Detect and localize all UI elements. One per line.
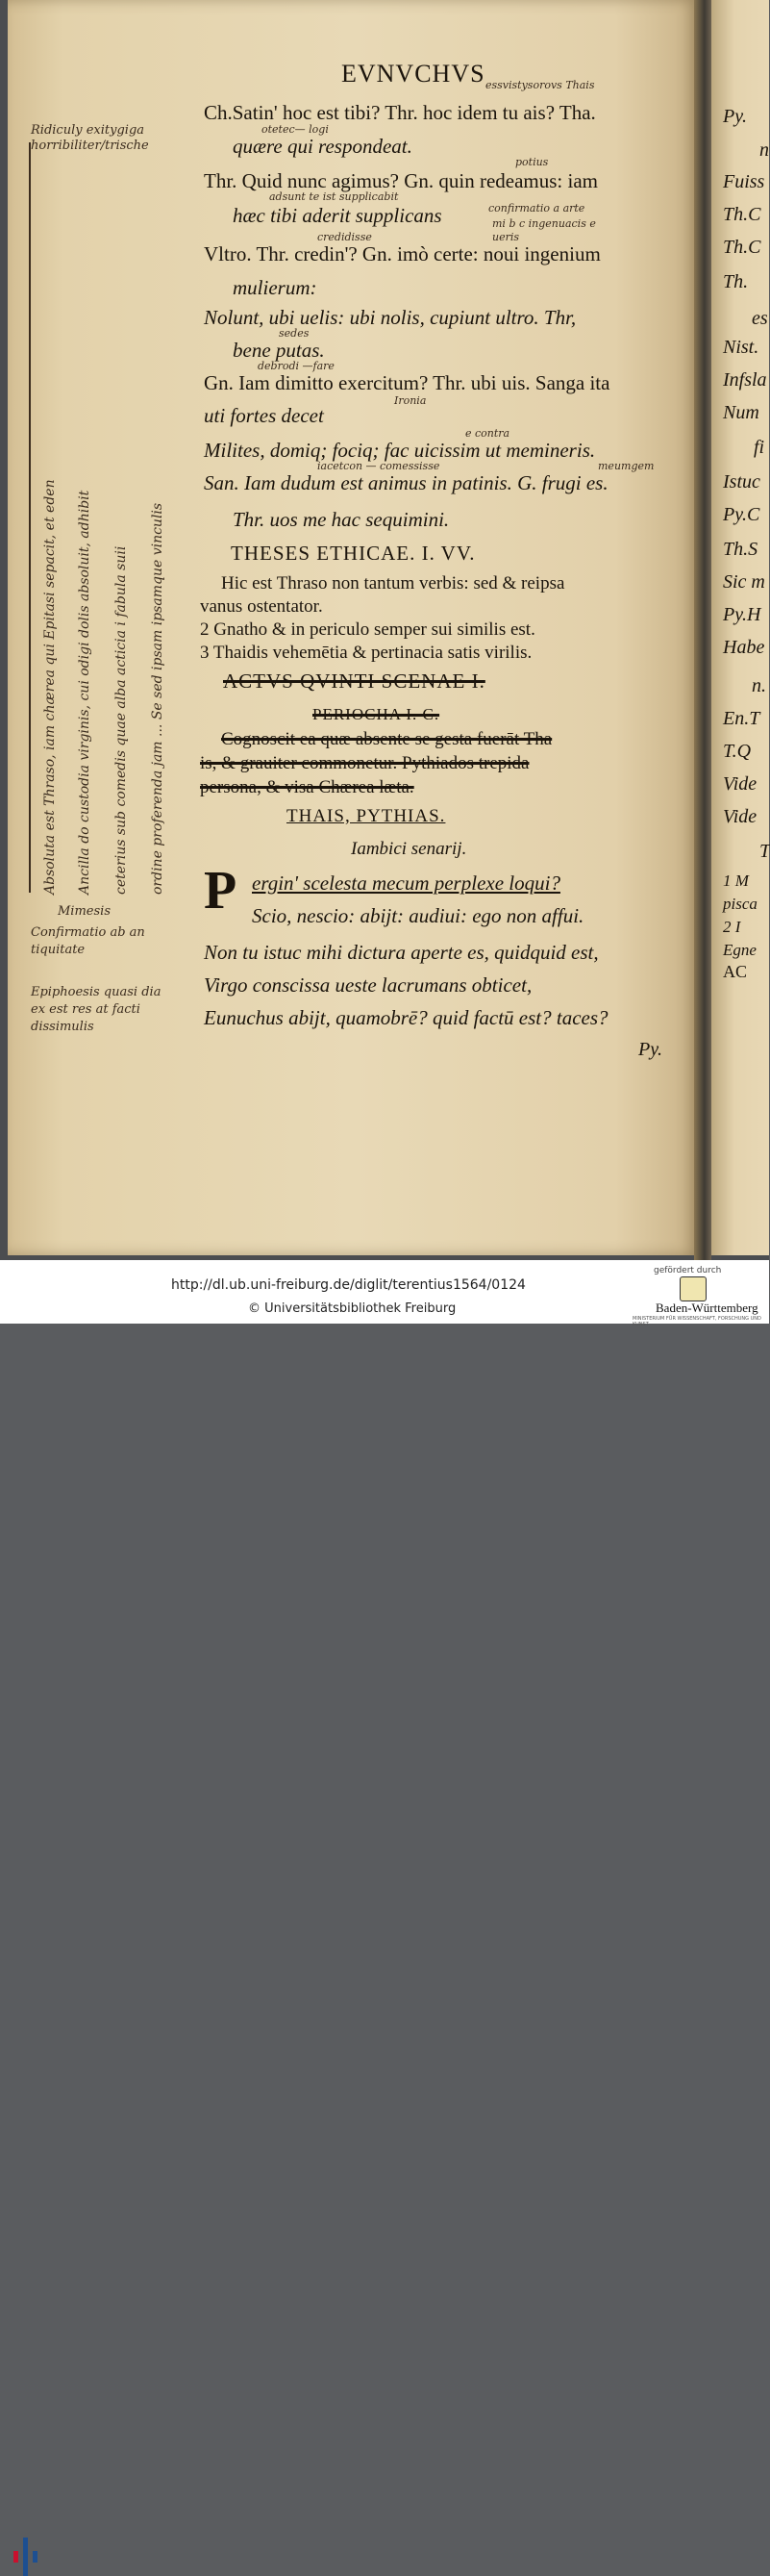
right-page-text: es xyxy=(752,308,768,329)
right-page-text: AC xyxy=(723,962,748,981)
book-gutter xyxy=(694,0,711,1260)
right-page-text: Py. xyxy=(723,106,747,127)
text-line: San. Iam dudum est animus in patinis. G. frugi es. xyxy=(204,471,609,494)
permalink-url[interactable]: http://dl.ub.uni-freiburg.de/diglit/terentius1564/0124 xyxy=(171,1277,526,1293)
right-page-text: 2 I xyxy=(723,918,741,936)
marginal-note: Epiphoesis quasi dia xyxy=(31,985,161,999)
marginal-note: Confirmatio ab an xyxy=(31,925,145,940)
theses-line: 3 Thaidis vehemētia & pertinacia satis virilis. xyxy=(200,643,533,663)
text-line: Gn. Iam dimitto exercitum? Thr. ubi uis. Sanga ita xyxy=(204,371,610,394)
copyright-notice: © Universitätsbibliothek Freiburg xyxy=(248,1301,457,1316)
text-line: Nolunt, ubi uelis: ubi nolis, cupiunt ultro. Thr, xyxy=(204,306,577,329)
text-line: mulierum: xyxy=(233,276,317,299)
periocha-title: PERIOCHA I. C. xyxy=(312,705,440,723)
right-page-text: Th. xyxy=(723,271,749,292)
right-page-text: Sic m xyxy=(723,571,765,593)
right-page-text: En.T xyxy=(723,708,760,729)
sponsor-name: Baden-Württemberg xyxy=(656,1301,758,1315)
vertical-margin-note: Absoluta est Thraso, iam chærea qui Epitasi sepacit, et eden xyxy=(42,479,58,895)
ministry-name: MINISTERIUM FÜR WISSENSCHAFT, FORSCHUNG UND KUNST xyxy=(633,1316,761,1327)
verse-line: Non tu istuc mihi dictura aperte es, quidquid est, xyxy=(204,941,599,964)
interlinear-gloss: potius xyxy=(515,156,549,168)
text-line: hæc tibi aderit supplicans xyxy=(233,204,442,227)
vertical-margin-note: ceterius sub comedis quae alba acticia i fabula suii xyxy=(113,545,129,895)
vertical-margin-note: Ancilla do custodia virginis, cui odigi dolis absoluit, adhibit xyxy=(77,490,92,895)
right-page-text: pisca xyxy=(723,895,758,913)
margin-bracket-line xyxy=(29,142,31,893)
interlinear-gloss: essvistysorovs Thais xyxy=(485,79,595,91)
vertical-margin-note: ordine proferenda jam ... Se sed ipsam ipsamque vinculis xyxy=(150,502,165,895)
catchword: Py. xyxy=(638,1039,662,1060)
right-page-text: Infsla xyxy=(723,369,767,391)
library-logo-icon xyxy=(13,2538,38,2576)
interlinear-gloss: Ironia xyxy=(394,394,427,407)
right-page-text: Egne xyxy=(723,941,757,959)
interlinear-gloss: confirmatio a arte xyxy=(488,202,585,215)
text-line: Thr. Quid nunc agimus? Gn. quin redeamus: iam xyxy=(204,169,599,192)
right-page-text: T.Q xyxy=(723,741,752,762)
running-head: EVNVCHVS xyxy=(341,60,485,88)
text-line: bene putas. xyxy=(233,339,325,362)
verse-line: Eunuchus abijt, quamobrē? quid factū est? taces? xyxy=(204,1006,609,1029)
theses-title: THESES ETHICAE. I. VV. xyxy=(231,542,476,565)
right-page-text: Vide xyxy=(723,806,758,827)
theses-line: 2 Gnatho & in periculo semper sui similis est. xyxy=(200,619,535,640)
interlinear-gloss: mi b c ingenuacis e xyxy=(492,217,596,230)
marginal-note: horribiliter/trische xyxy=(31,139,149,153)
marginal-note: ex est res at facti xyxy=(31,1002,140,1017)
right-page-text: Th.C xyxy=(723,204,761,225)
interlinear-gloss: sedes xyxy=(279,327,310,340)
right-page-text: Istuc xyxy=(723,471,760,492)
verse-line: Scio, nescio: abijt: audiui: ego non affui. xyxy=(252,904,584,927)
right-page-text: Num xyxy=(723,402,759,423)
right-page-text: n. xyxy=(752,675,766,696)
periocha-line: Cognoscit ea quæ absente se gesta fuerāt Tha xyxy=(221,729,553,749)
right-page-text: Fuiss xyxy=(723,171,765,192)
right-page-text: Nist. xyxy=(723,337,759,358)
periocha-line: persona, & visa Chærea læta. xyxy=(200,777,414,797)
meter-label: Iambici senarij. xyxy=(351,839,467,859)
text-line: uti fortes decet xyxy=(204,404,324,427)
interlinear-gloss: ueris xyxy=(492,231,520,243)
marginal-note: tiquitate xyxy=(31,943,86,957)
interlinear-gloss: debrodi —fare xyxy=(258,360,335,372)
text-line: Vltro. Thr. credin'? Gn. imò certe: noui ingenium xyxy=(204,242,601,265)
text-line: Milites, domiq; fociq; fac uicissim ut memineris. xyxy=(204,439,596,462)
marginal-note: dissimulis xyxy=(31,1020,94,1034)
persons-heading: THAIS, PYTHIAS. xyxy=(286,806,446,826)
interlinear-gloss: meumgem xyxy=(598,460,655,472)
interlinear-gloss: otetec— logi xyxy=(261,123,329,136)
book-spread xyxy=(0,0,769,1260)
periocha-line: is, & grauiter commonetur. Pythiados trepida xyxy=(200,753,530,773)
interlinear-gloss: adsunt te ist supplicabit xyxy=(269,190,399,203)
right-page-text: Th.C xyxy=(723,237,761,258)
verse-line: Virgo conscissa ueste lacrumans obticet, xyxy=(204,973,533,997)
right-page-text: Py.C xyxy=(723,504,760,525)
funded-by-label: gefördert durch xyxy=(654,1266,722,1275)
text-line: quære qui respondeat. xyxy=(233,135,412,158)
interlinear-gloss: iacetcon — comessisse xyxy=(317,460,440,472)
text-line: Ch.Satin' hoc est tibi? Thr. hoc idem tu ais? Tha. xyxy=(204,101,596,124)
marginal-note: Ridiculy exitygiga xyxy=(31,123,145,138)
act-title: ACTVS QVINTI SCENAE I. xyxy=(223,669,485,693)
marginal-note: Mimesis xyxy=(58,904,111,919)
right-page-text: Py.H xyxy=(723,604,761,625)
theses-line: vanus ostentator. xyxy=(200,596,323,617)
right-page-text: Habe xyxy=(723,637,765,658)
dropcap-letter: P xyxy=(204,861,237,921)
right-page-text: 1 M xyxy=(723,871,749,890)
text-line: Thr. uos me hac sequimini. xyxy=(233,508,450,531)
right-page-text: fi xyxy=(754,437,765,458)
coat-of-arms-icon xyxy=(680,1276,707,1301)
theses-line: Hic est Thraso non tantum verbis: sed & reipsa xyxy=(221,573,565,593)
interlinear-gloss: e contra xyxy=(465,427,510,440)
right-page-text: Th.S xyxy=(723,539,758,560)
interlinear-gloss: credidisse xyxy=(317,231,372,243)
right-page-text: Vide xyxy=(723,773,758,795)
right-page-text: T xyxy=(759,841,770,862)
verse-line: ergin' scelesta mecum perplexe loqui? xyxy=(252,871,560,895)
right-page-text: n xyxy=(759,139,769,161)
